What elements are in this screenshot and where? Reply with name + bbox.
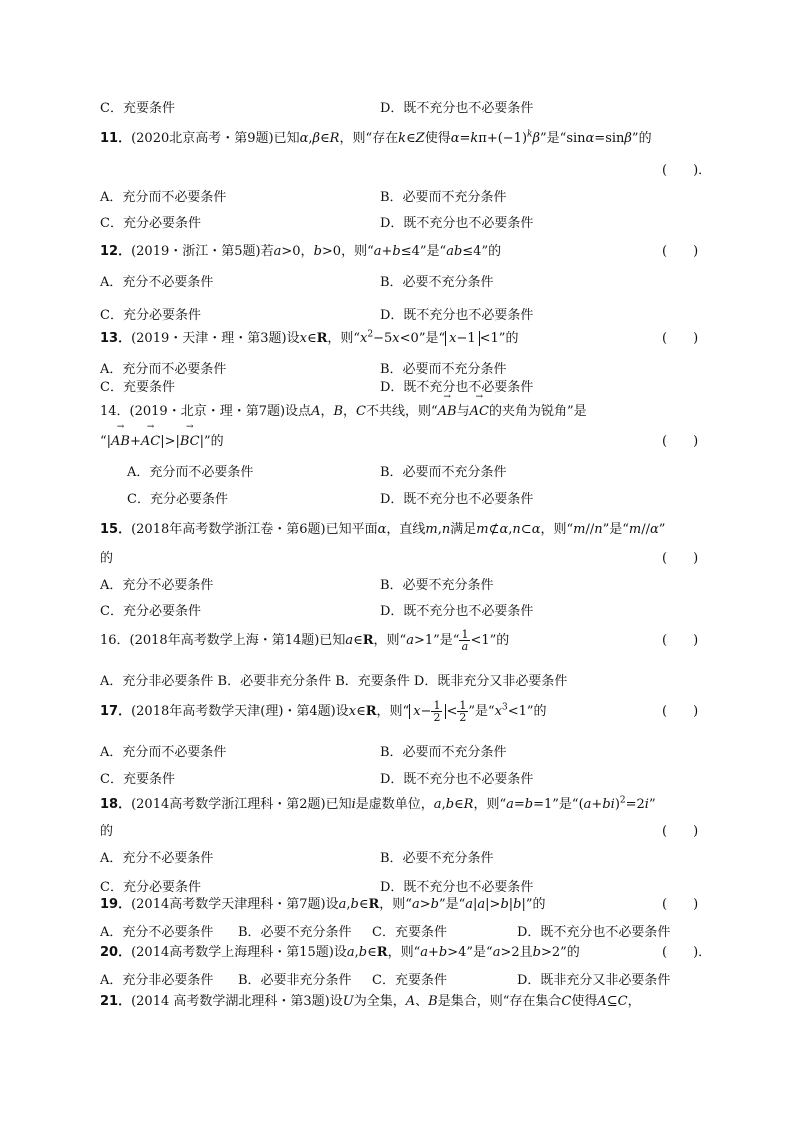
option-a: A．充分而不必要条件 [100,745,227,760]
question-number: 19． [100,897,132,912]
option-b: B．必要不充分条件 [380,578,494,593]
question-number: 13． [100,331,132,346]
question-number: 12． [100,244,132,259]
question-source: (2019・浙江・第5题) [131,244,261,259]
question-19-stem: 19．(2014高考数学天津理科・第7题)设a,b∈R，则“a>b”是“a|a|>b|b|”的 [100,897,546,912]
option-c: C．充分必要条件 [100,216,201,231]
question-number: 15． [100,522,132,537]
question-12-stem: 12．(2019・浙江・第5题)若a>0，b>0，则“a+b≤4”是“ab≤4”的 [100,244,502,259]
question-18-stem-line2: 的 [100,824,114,839]
option-a: A．充分而不必要条件 [100,362,227,377]
option-b: B．必要而不充分条件 [380,745,507,760]
question-source: (2018年高考数学浙江卷・第6题) [131,522,326,537]
option-d: D．既不充分也不必要条件 [380,492,534,507]
question-number: 18． [100,797,132,812]
option-d: D．既不充分也不必要条件 [380,216,534,231]
question-13-stem: 13．(2019・天津・理・第3题)设x∈R，则“$x^2-5x<0$”是“ x−1 <1”的 [100,329,519,346]
option-a: A．充分而不必要条件 [100,190,227,205]
question-source: (2014高考数学浙江理科・第2题) [131,797,326,812]
option-c: C．充分必要条件 [127,492,228,507]
question-17-stem: 17．(2018年高考数学天津(理)・第4题)设x∈R，则“ x− $\frac{1}{2}$ < $\frac{1}{2}$ ”是“$x^3<1$”的 [100,699,547,724]
top-option-d: D．既不充分也不必要条件 [380,101,534,116]
question-source: (2018年高考数学天津(理)・第4题) [131,704,336,719]
question-number: 17． [100,704,132,719]
option-c: C．充要条件 [100,380,175,395]
question-source: (2018年高考数学上海・第14题) [129,633,320,648]
question-source: (2014高考数学天津理科・第7题) [131,897,326,912]
answer-paren: ( ) [662,551,699,566]
option-b: B．必要而不充分条件 [380,190,507,205]
option-a: A．充分非必要条件 [100,973,214,988]
top-option-c: C．充要条件 [100,101,175,116]
question-14-stem: 14．(2019・北京・理・第7题)设点A，B，C不共线，则“→ AB与→ AC的夹角为锐角”是 [100,400,587,419]
option-b: B．必要不充分条件 [380,275,494,290]
option-b: B．必要而不充分条件 [380,362,507,377]
question-11-stem: 11．(2020北京高考・第9题)已知α,β∈R，则“存在k∈Z使得$\alpha=k\pi+(-1)^k\beta$”是“sinα=sinβ”的 [100,129,652,146]
option-b: B．必要而不充分条件 [380,465,507,480]
option-c: C．充分必要条件 [100,880,201,895]
answer-paren: ( ) [662,434,699,449]
answer-paren: ( )． [662,945,712,960]
question-source: (2020北京高考・第9题) [131,131,274,146]
question-14-stem-line2: “|→ AB+→ AC|>|→ BC|”的 [100,430,224,449]
option-d: D．既不充分也不必要条件 [380,380,534,395]
option-d: D．既不充分也不必要条件 [380,308,534,323]
options-line: A．充分非必要条件 B．必要非充分条件 B．充要条件 D．既非充分又非必要条件 [100,674,568,689]
question-number: 20． [100,945,132,960]
option-d: D．既不充分也不必要条件 [380,772,534,787]
option-b: B．必要不充分条件 [238,925,352,940]
question-15-stem-line2: 的 [100,551,114,566]
option-b: B．必要不充分条件 [380,851,494,866]
option-d: D．既不充分也不必要条件 [380,604,534,619]
question-18-stem: 18．(2014高考数学浙江理科・第2题)已知i是虚数单位，a,b∈R，则“a=b=1”是“$(a+bi)^2=2i$” [100,795,656,812]
answer-paren: ( ) [662,331,699,346]
question-source: (2019・北京・理・第7题) [129,404,286,419]
question-16-stem: 16．(2018年高考数学上海・第14题)已知a∈R，则“a>1”是“ $\frac{1}{a}$ <1”的 [100,628,510,653]
option-d: D．既不充分也不必要条件 [517,925,671,940]
answer-paren: ( ) [662,824,699,839]
question-source: (2014 高考数学湖北理科・第3题) [131,994,330,1009]
option-d: D．既不充分也不必要条件 [380,880,534,895]
option-a: A．充分不必要条件 [100,925,214,940]
question-number: 16． [100,633,130,648]
option-c: C．充要条件 [372,925,447,940]
question-21-stem: 21．(2014 高考数学湖北理科・第3题)设U为全集，A、B是集合，则“存在集合C使得A⊆C， [100,994,641,1009]
option-a: A．充分不必要条件 [100,275,214,290]
question-15-stem: 15．(2018年高考数学浙江卷・第6题)已知平面α，直线m,n满足m⊄α,n⊂α，则“m//n”是“m//α” [100,522,666,537]
question-number: 11． [100,131,132,146]
question-20-stem: 20．(2014高考数学上海理科・第15题)设a,b∈R，则“a+b>4”是“a>2且b>2”的 [100,945,580,960]
question-number: 21． [100,994,132,1009]
question-number: 14． [100,404,130,419]
question-source: (2014高考数学上海理科・第15题) [131,945,334,960]
option-c: C．充要条件 [372,973,447,988]
answer-paren: ( ) [662,897,699,912]
option-a: A．充分不必要条件 [100,851,214,866]
option-a: A．充分而不必要条件 [127,465,254,480]
option-c: C．充分必要条件 [100,604,201,619]
answer-paren: ( )． [662,163,712,178]
answer-paren: ( ) [662,633,699,648]
question-source: (2019・天津・理・第3题) [131,331,287,346]
option-c: C．充分必要条件 [100,308,201,323]
answer-paren: ( ) [662,244,699,259]
option-d: D．既非充分又非必要条件 [517,973,671,988]
option-c: C．充要条件 [100,772,175,787]
option-a: A．充分不必要条件 [100,578,214,593]
option-b: B．必要非充分条件 [238,973,352,988]
answer-paren: ( ) [662,704,699,719]
